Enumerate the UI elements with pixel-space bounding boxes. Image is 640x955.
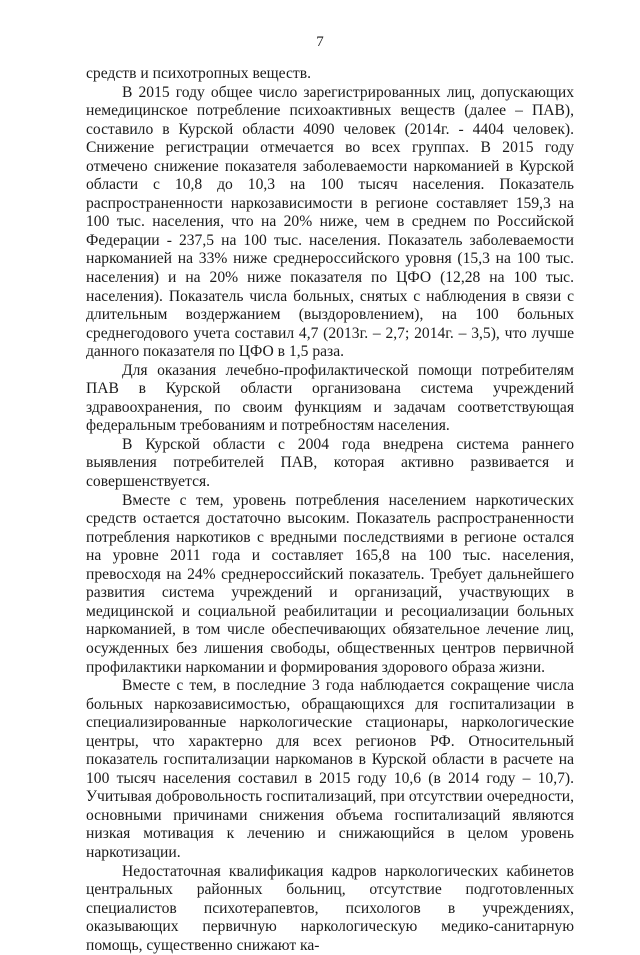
page-number: 7 [316,34,324,50]
paragraph-staff-qualification: Недостаточная квалификация кадров наркологических кабинетов центральных районных больниц, отсутствие подготовленных специалистов психотерапевтов, психологов в учреждениях, оказывающих первичную наркологическую медико-санитарную помощь, существенно снижают ка- [86,862,574,954]
paragraph-continuation: средств и психотропных веществ. [86,65,311,82]
paragraph-pav-statistics: В 2015 году общее число зарегистрированных лиц, допускающих немедицинское потребление психоактивных веществ (далее – ПАВ), составило в Курской области 4090 человек (2014г. - 4404 человек). Снижение регистрации отмечается во всех группах. В 2015 году отмечено снижение показателя заболеваемости наркоманией в Курской области с 10,8 до 10,3 на 100 тысяч населения. Показатель распространенности наркозависимости в регионе составляет 159,3 на 100 тыс. населения, что на 20% ниже, чем в среднем по Российской Федерации - 237,5 на 100 тыс. населения. Показатель заболеваемости наркоманией на 33% ниже среднероссийского уровня (15,3 на 100 тыс. населения) и на 20% ниже показателя по ЦФО (12,28 на 100 тыс. населения). Показатель числа больных, снятых с наблюдения в связи с длительным воздержанием (выздоровлением), на 100 больных среднегодового учета составил 4,7 (2013г. – 2,7; 2014г. – 3,5), что лучше данного показателя по ЦФО в 1,5 раза. [86,83,574,361]
paragraph-early-detection: В Курской области с 2004 года внедрена система раннего выявления потребителей ПАВ, которая активно развивается и совершенствуется. [86,435,574,491]
document-body [86,65,574,955]
paragraph-care-system: Для оказания лечебно-профилактической помощи потребителям ПАВ в Курской области организована система учреждений здравоохранения, по своим функциям и задачам соответствующая федеральным требованиям и потребностям населения. [86,361,574,435]
paragraph-hospitalization: Вместе с тем, в последние 3 года наблюдается сокращение числа больных наркозависимостью, обращающихся для госпитализации в специализированные наркологические стационары, наркологические центры, что характерно для всех регионов РФ. Относительный показатель госпитализации наркоманов в Курской области в расчете на 100 тысяч населения составил в 2015 году 10,6 (в 2014 году – 10,7). Учитывая добровольность госпитализаций, при отсутствии очередности, основными причинами снижения объема госпитализаций являются низкая мотивация к лечению и снижающийся в целом уровень наркотизации. [86,677,574,861]
paragraph-consumption-level: Вместе с тем, уровень потребления населением наркотических средств остается достаточно высоким. Показатель распространенности потребления наркотиков с вредными последствиями в регионе остался на уровне 2011 года и составляет 165,8 на 100 тыс. населения, превосходя на 24% среднероссийский показатель. Требует дальнейшего развития система учреждений и организаций, участвующих в медицинской и социальной реабилитации и ресоциализации больных наркоманией, в том числе обеспечивающих обязательное лечение лиц, осужденных без лишения свободы, общественных центров первичной профилактики наркомании и формирования здорового образа жизни. [86,491,574,676]
